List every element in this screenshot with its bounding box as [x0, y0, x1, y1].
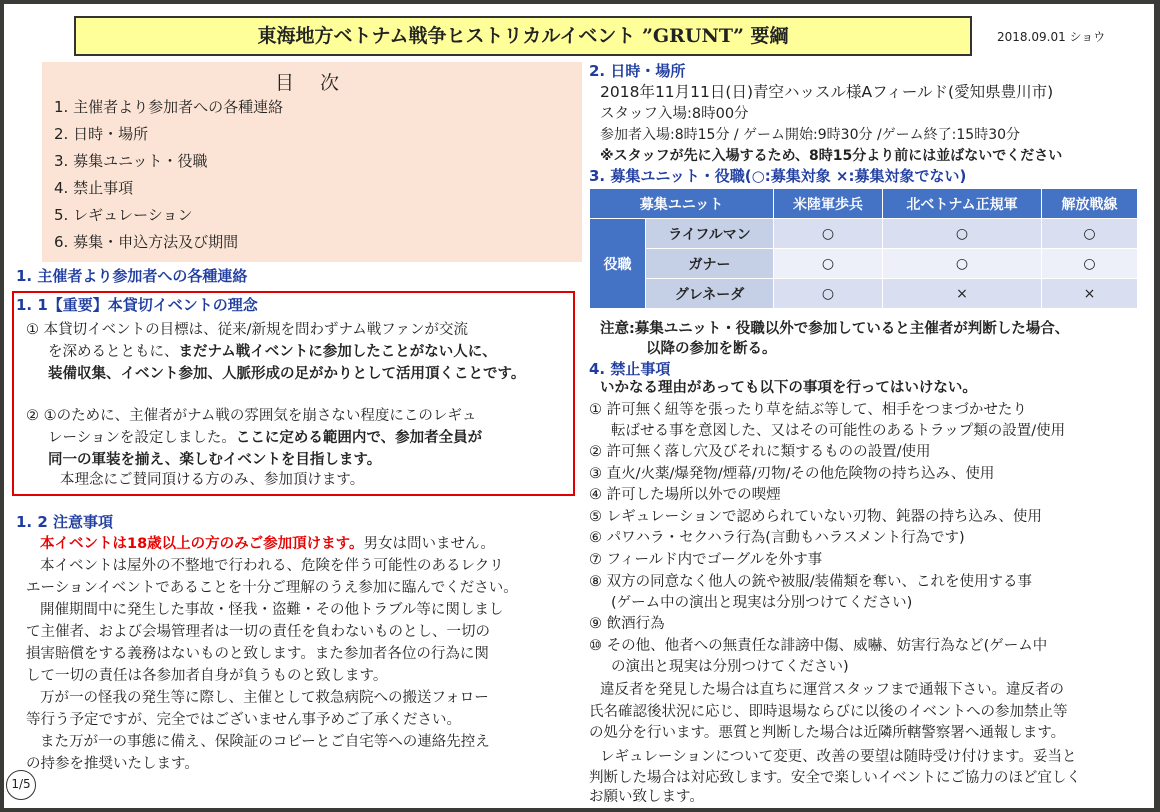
- closing-text: レギュレーションについて変更、改善の要望は随時受け付けます。妥当と: [600, 749, 1077, 765]
- prohibited-item: ⑩ その他、他者への無責任な誹謗中傷、威嚇、妨害行為など(ゲーム中: [589, 638, 1048, 654]
- notice-text: 万が一の怪我の発生等に際し、主催として救急病院への搬送フォロー: [40, 690, 489, 706]
- table-cell: ライフルマン: [646, 219, 774, 249]
- notice-text: 本イベントは屋外の不整地で行われる、危険を伴う可能性のあるレクリ: [40, 558, 504, 574]
- toc-item: 4. 禁止事項: [54, 179, 134, 197]
- table-header: 解放戦線: [1042, 189, 1138, 219]
- toc-item: 1. 主催者より参加者への各種連絡: [54, 98, 284, 116]
- prohibited-item: ⑨ 飲酒行為: [589, 616, 665, 632]
- table-row: [590, 249, 1138, 279]
- entry-warning: ※スタッフが先に入場するため、8時15分より前には並ばないでください: [600, 148, 1063, 164]
- closing-text: 判断した場合は対応致します。安全で楽しいイベントにご協力のほど宜しく: [589, 770, 1081, 786]
- table-header: 米陸軍歩兵: [774, 189, 883, 219]
- document-date: 2018.09.01 ショウ: [997, 30, 1106, 44]
- prohibited-item: ⑦ フィールド内でゴーグルを外す事: [589, 552, 823, 568]
- prohibited-item: ⑤ レギュレーションで認められていない刃物、鈍器の持ち込み、使用: [589, 509, 1042, 525]
- table-cell: ○: [883, 249, 1042, 279]
- table-row: [590, 219, 1138, 249]
- principle-text: レーションを設定しました。ここに定める範囲内で、参加者全員が: [48, 430, 483, 446]
- prohibited-item: の演出と現実は分別つけてください): [611, 659, 849, 675]
- section-1-1-heading: 1. 1【重要】本貸切イベントの理念: [16, 296, 258, 314]
- staff-entry-time: スタッフ入場:8時00分: [600, 106, 749, 122]
- closing-text: 違反者を発見した場合は直ちに運営スタッフまで通報下さい。違反者の: [600, 682, 1064, 698]
- table-cell: ×: [1042, 279, 1138, 309]
- notice-text: また万が一の事態に備え、保険証のコピーとご自宅等への連絡先控え: [40, 734, 490, 750]
- principle-text: 同一の軍装を揃え、楽しむイベントを目指します。: [48, 452, 382, 468]
- table-cell: ×: [883, 279, 1042, 309]
- recruitment-note: 注意:募集ユニット・役職以外で参加していると主催者が判断した場合、: [600, 321, 1070, 337]
- table-header: 募集ユニット: [590, 189, 774, 219]
- section-2-heading: 2. 日時・場所: [589, 62, 686, 80]
- table-cell: ○: [1042, 219, 1138, 249]
- table-cell: グレネーダ: [646, 279, 774, 309]
- toc-item: 3. 募集ユニット・役職: [54, 152, 208, 170]
- section-1-heading: 1. 主催者より参加者への各種連絡: [16, 267, 248, 285]
- document-page: [4, 4, 1154, 808]
- schedule-times: 参加者入場:8時15分 / ゲーム開始:9時30分 /ゲーム終了:15時30分: [600, 127, 1021, 143]
- table-header: 北ベトナム正規軍: [883, 189, 1042, 219]
- prohibited-item: 転ばせる事を意図した、又はその可能性のあるトラップ類の設置/使用: [611, 423, 1066, 439]
- section-3-heading: 3. 募集ユニット・役職(○:募集対象 ×:募集対象でない): [589, 167, 967, 185]
- table-cell: ○: [1042, 249, 1138, 279]
- page-number: 1/5: [6, 770, 36, 800]
- toc-item: 5. レギュレーション: [54, 206, 193, 224]
- prohibited-item: ⑧ 双方の同意なく他人の銃や被服/装備類を奪い、これを使用する事: [589, 574, 1032, 590]
- notice-text: して一切の責任は各参加者自身が負うものと致します。: [26, 668, 388, 684]
- toc-list: [54, 94, 283, 256]
- table-of-contents: [42, 62, 582, 262]
- closing-text: お願い致します。: [589, 789, 704, 805]
- prohibited-item: ⑥ パワハラ・セクハラ行為(言動もハラスメント行為です): [589, 530, 965, 546]
- closing-text: 氏名確認後状況に応じ、即時退場ならびに以後のイベントへの参加禁止等: [589, 704, 1068, 720]
- table-header-row: [590, 189, 1138, 219]
- table-cell: ○: [774, 249, 883, 279]
- prohibited-item: ③ 直火/火薬/爆発物/煙幕/刃物/その他危険物の持ち込み、使用: [589, 466, 995, 482]
- table-cell: ○: [774, 279, 883, 309]
- document-title: 東海地方ベトナム戦争ヒストリカルイベント ”GRUNT” 要綱: [74, 16, 972, 56]
- role-label: 役職: [590, 219, 646, 309]
- notice-text: て主催者、および会場管理者は一切の責任を負わないものとし、一切の: [26, 624, 490, 640]
- prohibition-warning: いかなる理由があっても以下の事項を行ってはいけない。: [600, 380, 977, 396]
- table-cell: ○: [774, 219, 883, 249]
- principle-text: ② ①のために、主催者がナム戦の雰囲気を崩さない程度にこのレギュ: [26, 408, 477, 424]
- notice-text: 等行う予定ですが、完全ではございません事予めご了承ください。: [26, 712, 461, 728]
- section-4-heading: 4. 禁止事項: [589, 360, 671, 378]
- section-1-2-heading: 1. 2 注意事項: [16, 513, 114, 531]
- notice-text: の持参を推奨いたします。: [26, 756, 199, 772]
- closing-text: の処分を行います。悪質と判断した場合は近隣所轄警察署へ通報します。: [589, 725, 1066, 741]
- toc-title: 目 次: [274, 72, 350, 94]
- prohibited-item: ④ 許可した場所以外での喫煙: [589, 487, 781, 503]
- toc-item: 6. 募集・申込方法及び期間: [54, 233, 239, 251]
- recruitment-note: 以降の参加を断る。: [646, 341, 777, 357]
- principle-text: を深めるとともに、まだナム戦イベントに参加したことがない人に、: [48, 344, 497, 360]
- recruitment-table: [589, 188, 1138, 309]
- prohibited-item: ② 許可無く落し穴及びそれに類するものの設置/使用: [589, 444, 931, 460]
- table-cell: ○: [883, 219, 1042, 249]
- principle-text: 本理念にご賛同頂ける方のみ、参加頂けます。: [60, 472, 365, 488]
- principle-text: ① 本貸切イベントの目標は、従来/新規を問わずナム戦ファンが交流: [26, 322, 468, 338]
- prohibited-item: ① 許可無く紐等を張ったり草を結ぶ等して、相手をつまづかせたり: [589, 402, 1027, 418]
- table-row: [590, 279, 1138, 309]
- notice-text: エーションイベントであることを十分ご理解のうえ参加に臨んでください。: [26, 580, 518, 596]
- principle-text: 装備収集、イベント参加、人脈形成の足がかりとして活用頂くことです。: [48, 366, 526, 382]
- event-date-location: 2018年11月11日(日)青空ハッスル様Aフィールド(愛知県豊川市): [600, 83, 1054, 101]
- notice-text: 損害賠償をする義務はないものと致します。また参加者各位の行為に関: [26, 646, 489, 662]
- toc-item: 2. 日時・場所: [54, 125, 149, 143]
- notice-text: 本イベントは18歳以上の方のみご参加頂けます。男女は問いません。: [40, 536, 495, 552]
- notice-text: 開催期間中に発生した事故・怪我・盗難・その他トラブル等に関しまし: [40, 602, 504, 618]
- prohibited-item: (ゲーム中の演出と現実は分別つけてください): [611, 595, 913, 611]
- table-cell: ガナー: [646, 249, 774, 279]
